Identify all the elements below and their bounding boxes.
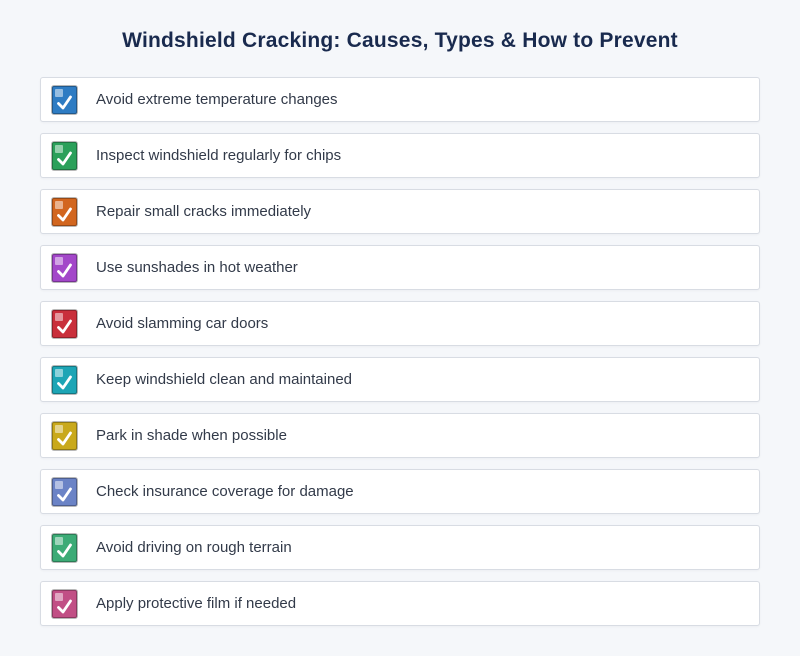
checkbox-checked-icon — [51, 421, 78, 451]
checklist-item[interactable] — [40, 77, 760, 122]
checkbox-checked-icon — [51, 141, 78, 171]
checkbox-checked-icon — [51, 477, 78, 507]
item-label: Repair small cracks immediately — [96, 203, 312, 221]
item-label: Apply protective film if needed — [96, 595, 297, 613]
checkbox-checked-icon — [51, 309, 78, 339]
checklist-item[interactable] — [40, 301, 760, 346]
page-title: Windshield Cracking: Causes, Types & How to Prevent — [122, 29, 678, 53]
checkbox-checked-icon — [51, 197, 78, 227]
checkbox-checked-icon — [51, 533, 78, 563]
checkbox-checked-icon — [51, 253, 78, 283]
checklist-item[interactable] — [40, 357, 760, 402]
item-label: Use sunshades in hot weather — [96, 259, 298, 277]
checklist-item[interactable] — [40, 581, 760, 626]
checklist-item[interactable] — [40, 525, 760, 570]
item-label: Avoid slamming car doors — [96, 315, 269, 333]
item-label: Check insurance coverage for damage — [96, 483, 354, 501]
checklist-item[interactable] — [40, 245, 760, 290]
checklist — [40, 77, 760, 626]
checklist-item[interactable] — [40, 189, 760, 234]
item-label: Park in shade when possible — [96, 427, 287, 445]
checklist-item[interactable] — [40, 469, 760, 514]
checklist-item[interactable] — [40, 133, 760, 178]
item-label: Inspect windshield regularly for chips — [96, 147, 342, 165]
item-label: Avoid driving on rough terrain — [96, 539, 292, 557]
item-label: Avoid extreme temperature changes — [96, 91, 338, 109]
checkbox-checked-icon — [51, 589, 78, 619]
checkbox-checked-icon — [51, 85, 78, 115]
item-label: Keep windshield clean and maintained — [96, 371, 353, 389]
checkbox-checked-icon — [51, 365, 78, 395]
checklist-item[interactable] — [40, 413, 760, 458]
